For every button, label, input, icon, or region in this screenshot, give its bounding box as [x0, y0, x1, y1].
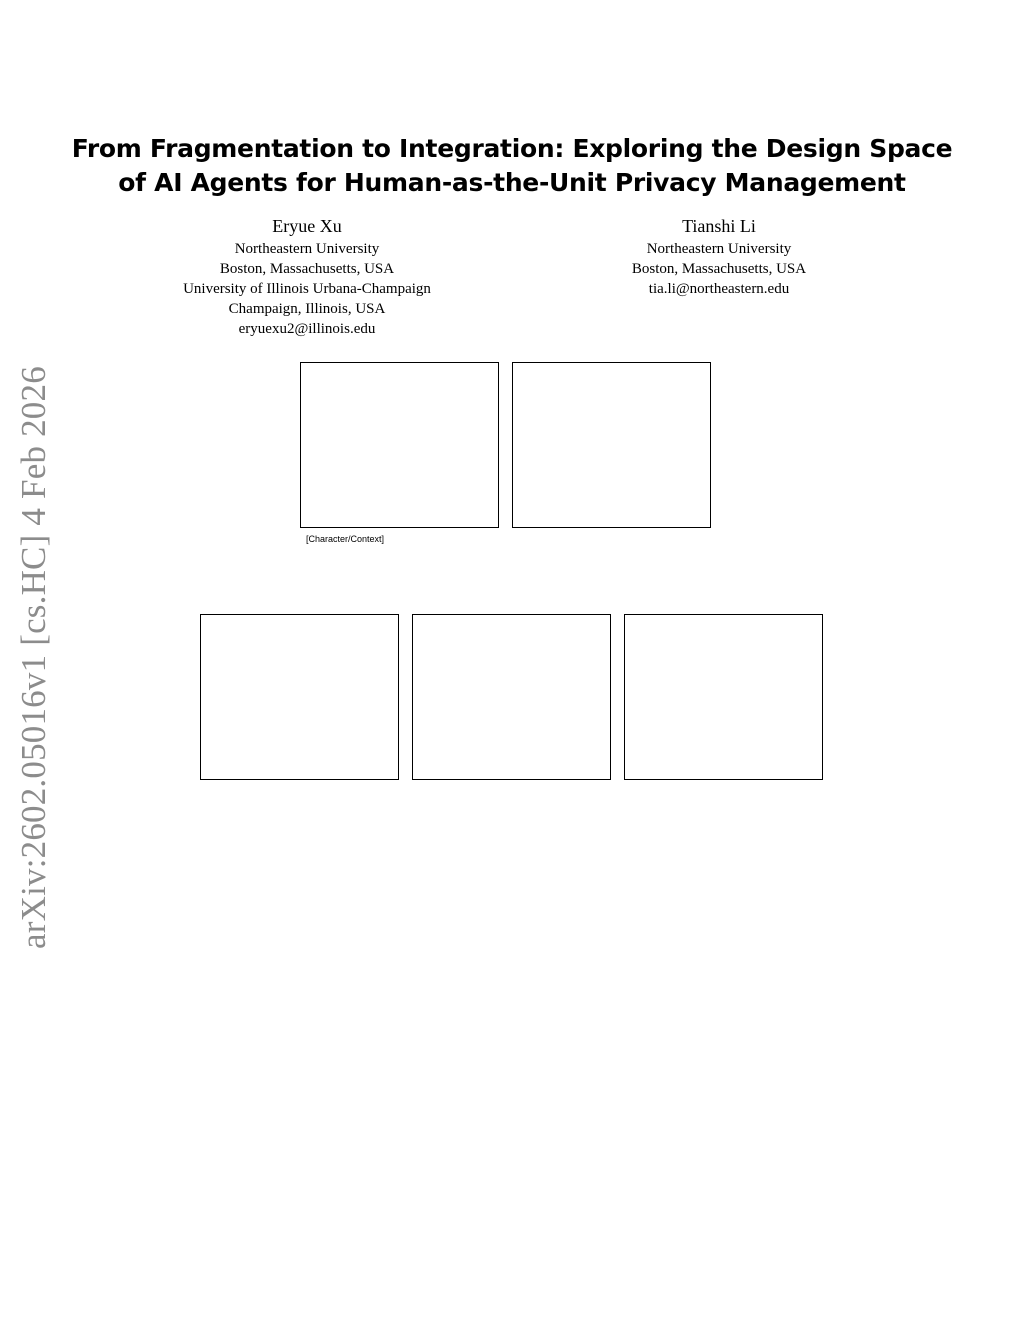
author-email: tia.li@northeastern.edu [648, 281, 790, 297]
author-affiliation: Northeastern University [646, 241, 792, 257]
figure-panel [512, 362, 711, 528]
author-affiliation: University of Illinois Urbana-Champaign [183, 281, 431, 297]
title-line-1: From Fragmentation to Integration: Exploring the Design Space [71, 134, 953, 163]
author-block-tianshi-li [529, 215, 909, 299]
author-name: Eryue Xu [272, 216, 342, 236]
figure-panel [624, 614, 823, 780]
author-affiliation: Northeastern University [234, 241, 380, 257]
figure-panel [300, 362, 499, 528]
author-location: Boston, Massachusetts, USA [219, 261, 395, 277]
author-location: Boston, Massachusetts, USA [631, 261, 807, 277]
author-email: eryuexu2@illinois.edu [238, 321, 376, 337]
figure-panel [412, 614, 611, 780]
author-name: Tianshi Li [682, 216, 756, 236]
author-location: Champaign, Illinois, USA [228, 301, 386, 317]
author-block-eryue-xu [117, 215, 497, 339]
paper-title [60, 132, 964, 200]
arxiv-identifier-stamp: arXiv:2602.05016v1 [cs.HC] 4 Feb 2026 [14, 366, 53, 949]
figure-panel [200, 614, 399, 780]
title-line-2: of AI Agents for Human-as-the-Unit Privacy Management [118, 168, 906, 197]
figure-panel-label: [Character/Context] [306, 534, 385, 544]
